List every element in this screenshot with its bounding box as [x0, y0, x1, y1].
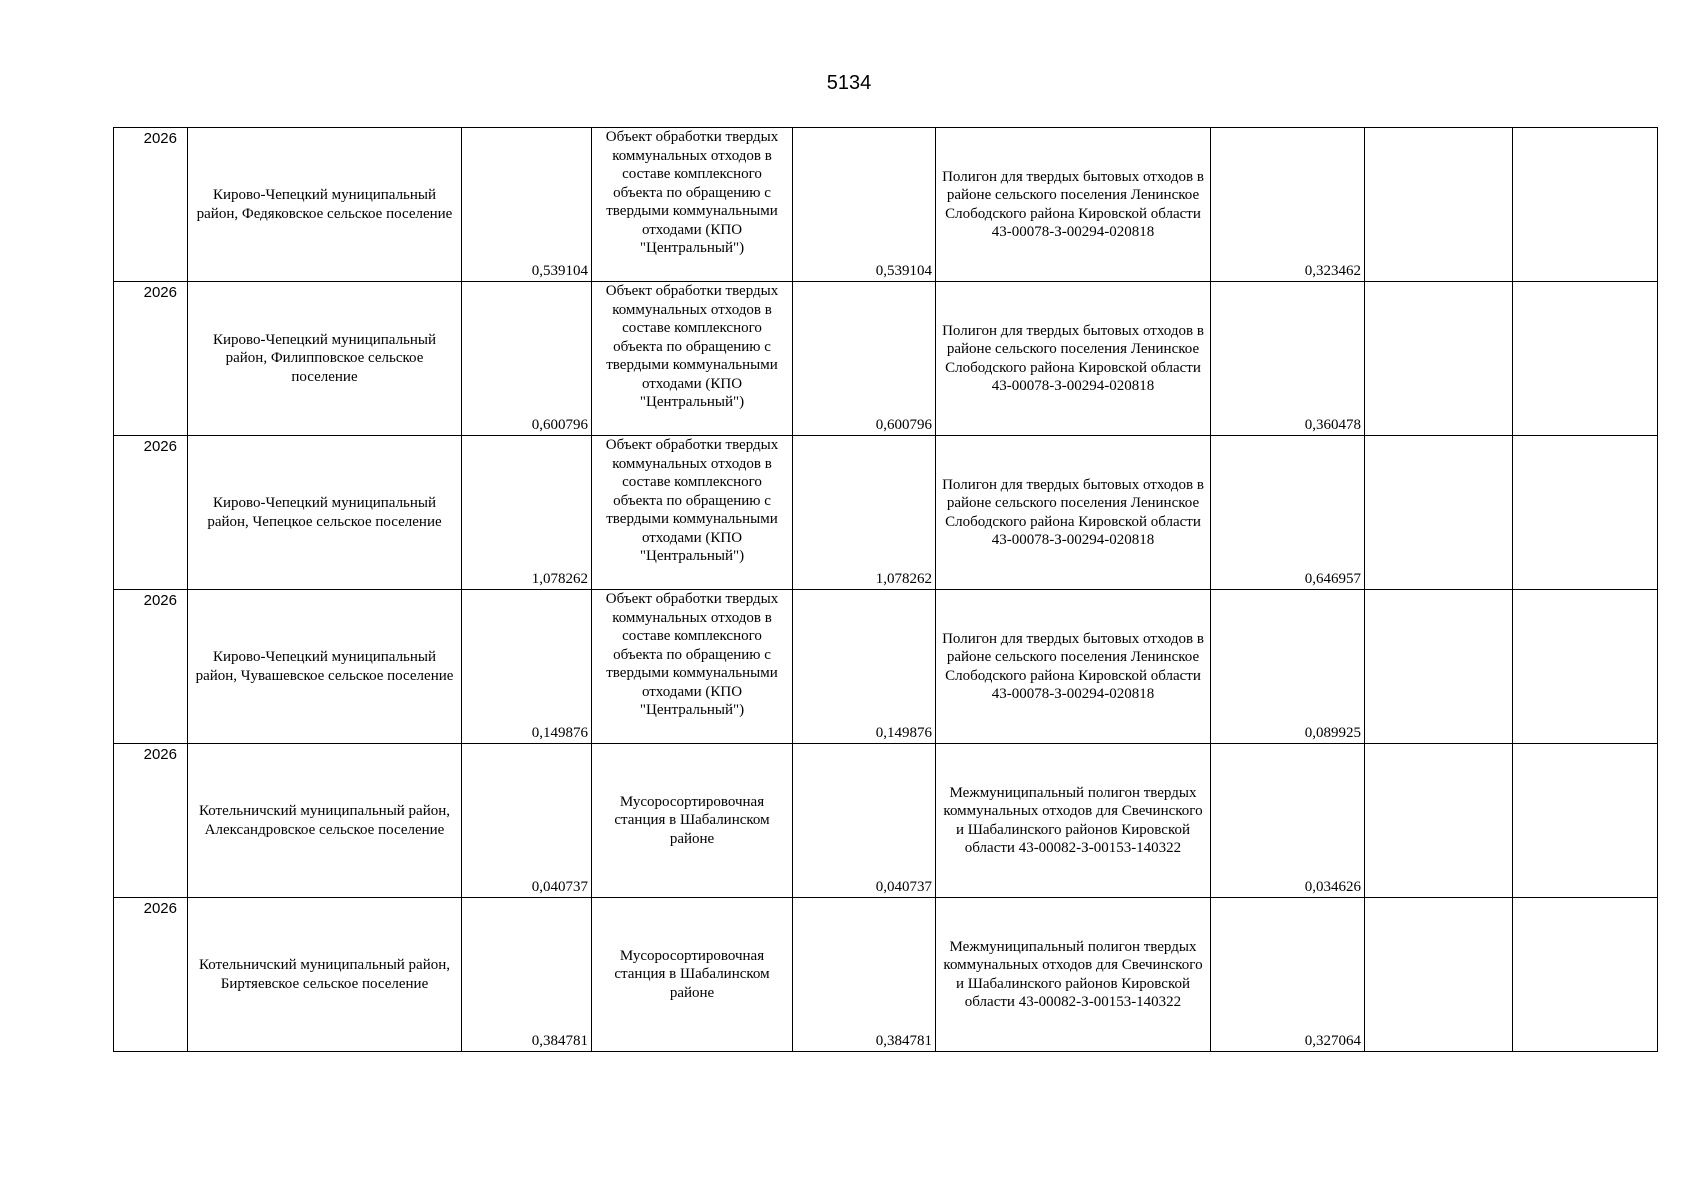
year-cell: 2026 — [114, 744, 188, 898]
table-row — [114, 128, 1658, 282]
volume-total-cell: 0,040737 — [462, 744, 592, 898]
year-cell: 2026 — [114, 282, 188, 436]
empty-cell — [1513, 898, 1658, 1052]
processing-object-cell: Объект обработки твердых коммунальных отходов в составе комплексного объекта по обращению с твердыми коммунальными отходами (КПО "Центральный") — [592, 128, 793, 282]
volume-disposal-cell: 0,360478 — [1211, 282, 1365, 436]
volume-total-cell: 0,600796 — [462, 282, 592, 436]
volume-disposal-cell: 0,327064 — [1211, 898, 1365, 1052]
table-row — [114, 744, 1658, 898]
disposal-object-cell: Полигон для твердых бытовых отходов в районе сельского поселения Ленинское Слободского района Кировской области 43-00078-З-00294-020818 — [936, 282, 1211, 436]
territory-cell: Котельничский муниципальный район, Александровское сельское поселение — [188, 744, 462, 898]
territory-cell: Кирово-Чепецкий муниципальный район, Чепецкое сельское поселение — [188, 436, 462, 590]
processing-object-cell: Объект обработки твердых коммунальных отходов в составе комплексного объекта по обращению с твердыми коммунальными отходами (КПО "Центральный") — [592, 282, 793, 436]
volume-processing-cell: 0,149876 — [793, 590, 936, 744]
territory-cell: Кирово-Чепецкий муниципальный район, Чувашевское сельское поселение — [188, 590, 462, 744]
disposal-object-cell: Полигон для твердых бытовых отходов в районе сельского поселения Ленинское Слободского района Кировской области 43-00078-З-00294-020818 — [936, 128, 1211, 282]
territory-cell: Кирово-Чепецкий муниципальный район, Филипповское сельское поселение — [188, 282, 462, 436]
processing-object-cell: Мусоросортировочная станция в Шабалинском районе — [592, 744, 793, 898]
empty-cell — [1513, 744, 1658, 898]
table-row — [114, 282, 1658, 436]
empty-cell — [1365, 590, 1513, 744]
year-cell: 2026 — [114, 898, 188, 1052]
table-row — [114, 436, 1658, 590]
empty-cell — [1365, 128, 1513, 282]
page-number: 5134 — [826, 72, 872, 94]
disposal-object-cell: Полигон для твердых бытовых отходов в районе сельского поселения Ленинское Слободского района Кировской области 43-00078-З-00294-020818 — [936, 436, 1211, 590]
volume-total-cell: 1,078262 — [462, 436, 592, 590]
table-row — [114, 590, 1658, 744]
volume-disposal-cell: 0,323462 — [1211, 128, 1365, 282]
volume-disposal-cell: 0,646957 — [1211, 436, 1365, 590]
processing-object-cell: Объект обработки твердых коммунальных отходов в составе комплексного объекта по обращению с твердыми коммунальными отходами (КПО "Центральный") — [592, 590, 793, 744]
year-cell: 2026 — [114, 128, 188, 282]
volume-processing-cell: 0,040737 — [793, 744, 936, 898]
table-row — [114, 898, 1658, 1052]
waste-flow-table — [113, 127, 1658, 1052]
year-cell: 2026 — [114, 590, 188, 744]
empty-cell — [1513, 436, 1658, 590]
empty-cell — [1365, 282, 1513, 436]
disposal-object-cell: Межмуниципальный полигон твердых коммунальных отходов для Свечинского и Шабалинского районов Кировской области 43-00082-З-00153-140322 — [936, 744, 1211, 898]
volume-total-cell: 0,149876 — [462, 590, 592, 744]
empty-cell — [1513, 282, 1658, 436]
volume-disposal-cell: 0,089925 — [1211, 590, 1365, 744]
disposal-object-cell: Межмуниципальный полигон твердых коммунальных отходов для Свечинского и Шабалинского районов Кировской области 43-00082-З-00153-140322 — [936, 898, 1211, 1052]
volume-processing-cell: 0,384781 — [793, 898, 936, 1052]
empty-cell — [1513, 590, 1658, 744]
volume-total-cell: 0,539104 — [462, 128, 592, 282]
volume-processing-cell: 0,600796 — [793, 282, 936, 436]
volume-disposal-cell: 0,034626 — [1211, 744, 1365, 898]
empty-cell — [1365, 744, 1513, 898]
volume-processing-cell: 1,078262 — [793, 436, 936, 590]
territory-cell: Котельничский муниципальный район, Биртяевское сельское поселение — [188, 898, 462, 1052]
volume-total-cell: 0,384781 — [462, 898, 592, 1052]
empty-cell — [1365, 898, 1513, 1052]
processing-object-cell: Объект обработки твердых коммунальных отходов в составе комплексного объекта по обращению с твердыми коммунальными отходами (КПО "Центральный") — [592, 436, 793, 590]
year-cell: 2026 — [114, 436, 188, 590]
territory-cell: Кирово-Чепецкий муниципальный район, Федяковское сельское поселение — [188, 128, 462, 282]
empty-cell — [1513, 128, 1658, 282]
empty-cell — [1365, 436, 1513, 590]
disposal-object-cell: Полигон для твердых бытовых отходов в районе сельского поселения Ленинское Слободского района Кировской области 43-00078-З-00294-020818 — [936, 590, 1211, 744]
processing-object-cell: Мусоросортировочная станция в Шабалинском районе — [592, 898, 793, 1052]
volume-processing-cell: 0,539104 — [793, 128, 936, 282]
